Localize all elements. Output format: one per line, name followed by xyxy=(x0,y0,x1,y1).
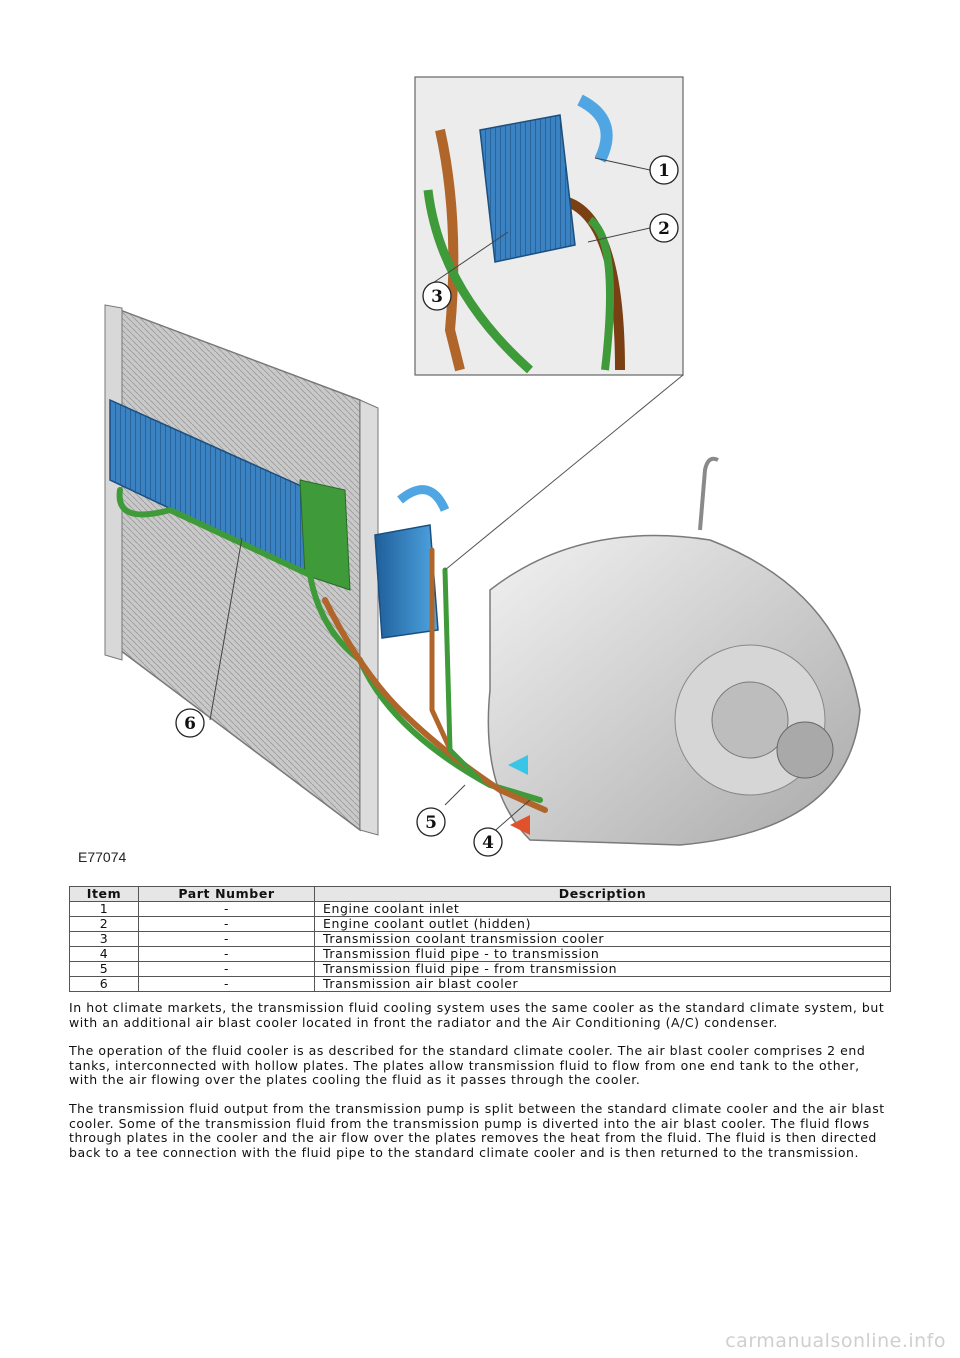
description-text xyxy=(69,1001,891,1174)
parts-table xyxy=(69,886,891,992)
table-row xyxy=(70,977,891,992)
detail-inset xyxy=(415,77,683,375)
description-cell: Transmission fluid pipe - to transmission xyxy=(315,947,891,962)
description-cell: Engine coolant outlet (hidden) xyxy=(315,917,891,932)
part-number-cell: - xyxy=(139,977,315,992)
table-header-row xyxy=(70,887,891,902)
table-row xyxy=(70,962,891,977)
item-cell: 1 xyxy=(70,902,139,917)
technical-illustration xyxy=(60,70,900,870)
illustration-svg xyxy=(60,70,900,870)
header-part-number: Part Number xyxy=(139,887,315,902)
callout-5 xyxy=(417,808,445,836)
table-row xyxy=(70,917,891,932)
table-row xyxy=(70,947,891,962)
callout-6 xyxy=(176,709,204,737)
item-cell: 5 xyxy=(70,962,139,977)
part-number-cell: - xyxy=(139,917,315,932)
description-cell: Transmission air blast cooler xyxy=(315,977,891,992)
part-number-cell: - xyxy=(139,902,315,917)
callout-3 xyxy=(423,282,451,310)
transmission-housing xyxy=(488,459,860,845)
description-cell: Transmission coolant transmission cooler xyxy=(315,932,891,947)
svg-text:4: 4 xyxy=(482,833,494,853)
callout-1 xyxy=(650,156,678,184)
callout-2 xyxy=(650,214,678,242)
item-cell: 2 xyxy=(70,917,139,932)
site-watermark: carmanualsonline.info xyxy=(725,1330,946,1352)
svg-text:5: 5 xyxy=(425,813,437,833)
svg-text:3: 3 xyxy=(431,287,443,307)
svg-text:1: 1 xyxy=(658,161,670,181)
svg-text:2: 2 xyxy=(658,219,670,239)
item-cell: 3 xyxy=(70,932,139,947)
table-row xyxy=(70,932,891,947)
header-description: Description xyxy=(315,887,891,902)
part-number-cell: - xyxy=(139,962,315,977)
part-number-cell: - xyxy=(139,932,315,947)
description-cell: Transmission fluid pipe - from transmission xyxy=(315,962,891,977)
description-cell: Engine coolant inlet xyxy=(315,902,891,917)
svg-text:6: 6 xyxy=(184,714,196,734)
paragraph-3: The transmission fluid output from the transmission pump is split between the standard climate cooler and the air blast cooler. Some of the transmission fluid from the transmission pump is diverted into the air blast cooler. The fluid flows through plates in the cooler and the air flow over the plates removes the heat from the fluid. The fluid is then directed back to a tee connection with the fluid pipe to the standard climate cooler and is then returned to the transmission. xyxy=(69,1100,885,1160)
item-cell: 4 xyxy=(70,947,139,962)
paragraph-2: The operation of the fluid cooler is as described for the standard climate cooler. The air blast cooler comprises 2 end tanks, interconnected with hollow plates. The plates allow transmission fluid to flow from one end tank to the other, with the air flowing over the plates cooling the fluid as it passes through the cooler. xyxy=(69,1043,866,1088)
figure-code: E77074 xyxy=(78,849,127,865)
part-number-cell: - xyxy=(139,947,315,962)
table-row xyxy=(70,902,891,917)
item-cell: 6 xyxy=(70,977,139,992)
header-item: Item xyxy=(70,887,139,902)
paragraph-1: In hot climate markets, the transmission fluid cooling system uses the same cooler as the standard climate system, but with an additional air blast cooler located in front the radiator and the Air Conditioning (A/C) condenser. xyxy=(69,1000,885,1030)
callout-4 xyxy=(474,828,502,856)
